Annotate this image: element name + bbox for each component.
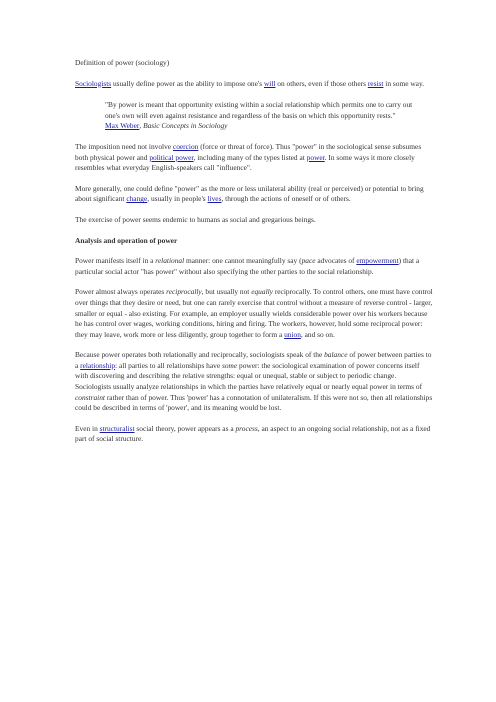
link-change[interactable]: change <box>126 194 148 204</box>
document-page <box>75 58 433 445</box>
link-coercion[interactable]: coercion <box>172 141 199 151</box>
paragraph-general-definition: More generally, one could define "power" as the more or less unilateral ability (real or perceived) or potential to bring about significant change, usually in people's lives, through the actions of oneself or of others. <box>75 183 424 204</box>
link-structuralist[interactable]: structuralist <box>99 423 135 433</box>
link-lives[interactable]: lives <box>207 194 222 204</box>
weber-quote <box>105 100 421 132</box>
link-sociologists[interactable]: Sociologists <box>75 78 112 88</box>
paragraph-reciprocal: Power almost always operates reciprocally, but usually not equally reciprocally. To control others, one must have control over things that they desire or need, but one can rarely exercise that control without a measure of reverse control - larger, smaller or equal - also existing. For example, an employer usually wields considerable power over his workers because he has control over wages, working conditions, hiring and firing. The workers, however, hold some reciprocal power: they may leave, work more or less diligently, group together to form a union, and so on. <box>75 287 433 339</box>
link-will[interactable]: will <box>263 78 276 88</box>
section-heading: Analysis and operation of power <box>75 235 178 245</box>
quote-attribution: Max Weber, Basic Concepts in Sociology <box>105 121 228 131</box>
link-resist[interactable]: resist <box>367 78 384 88</box>
paragraph-imposition: The imposition need not involve coercion (force or threat of force). Thus "power" in the sociological sense subsumes both physical power and political power, including many of the types listed at power. In some ways it more closely resembles what everyday English-speakers call "influence". <box>75 141 422 173</box>
paragraph-balance: Because power operates both relationally and reciprocally, sociologists speak of the balance of power between parties to a relationship: all parties to all relationships have some power: the sociological examination of power concerns itself with discovering and describing the relative strengths: equal or unequal, stable or subject to periodic change. Sociologists usually analyze relationships in which the parties have relatively equal or nearly equal power in terms of constraint rather than of power. Thus 'power' has a connotation of unilateralism. If this were not so, then all relationships could be described in terms of 'power', and its meaning would be lost. <box>75 350 433 413</box>
link-political-power[interactable]: political power <box>149 152 194 162</box>
link-power[interactable]: power <box>306 152 325 162</box>
link-max-weber[interactable]: Max Weber <box>105 121 140 131</box>
paragraph-endemic: The exercise of power seems endemic to humans as social and gregarious beings. <box>75 214 316 224</box>
paragraph-relational: Power manifests itself in a relational manner: one cannot meaningfully say (pace advocates of empowerment) that a particular social actor "has power" without also specifying the other parties to the social relationship. <box>75 256 420 276</box>
link-relationship[interactable]: relationship <box>80 360 116 370</box>
quote-text: "By power is meant that opportunity existing within a social relationship which permits one to carry out one's own will even against resistance and regardless of the basis on which this opportunity rests." <box>105 100 413 120</box>
page-title: Definition of power (sociology) <box>75 58 170 67</box>
link-union[interactable]: union <box>284 329 301 339</box>
paragraph-structuralist: Even in structuralist social theory, power appears as a process, an aspect to an ongoing social relationship, not as a fixed part of social structure. <box>75 423 431 444</box>
link-empowerment[interactable]: empowerment <box>356 256 399 266</box>
paragraph-definition: Sociologists usually define power as the ability to impose one's will on others, even if those others resist in some way. <box>75 78 425 88</box>
